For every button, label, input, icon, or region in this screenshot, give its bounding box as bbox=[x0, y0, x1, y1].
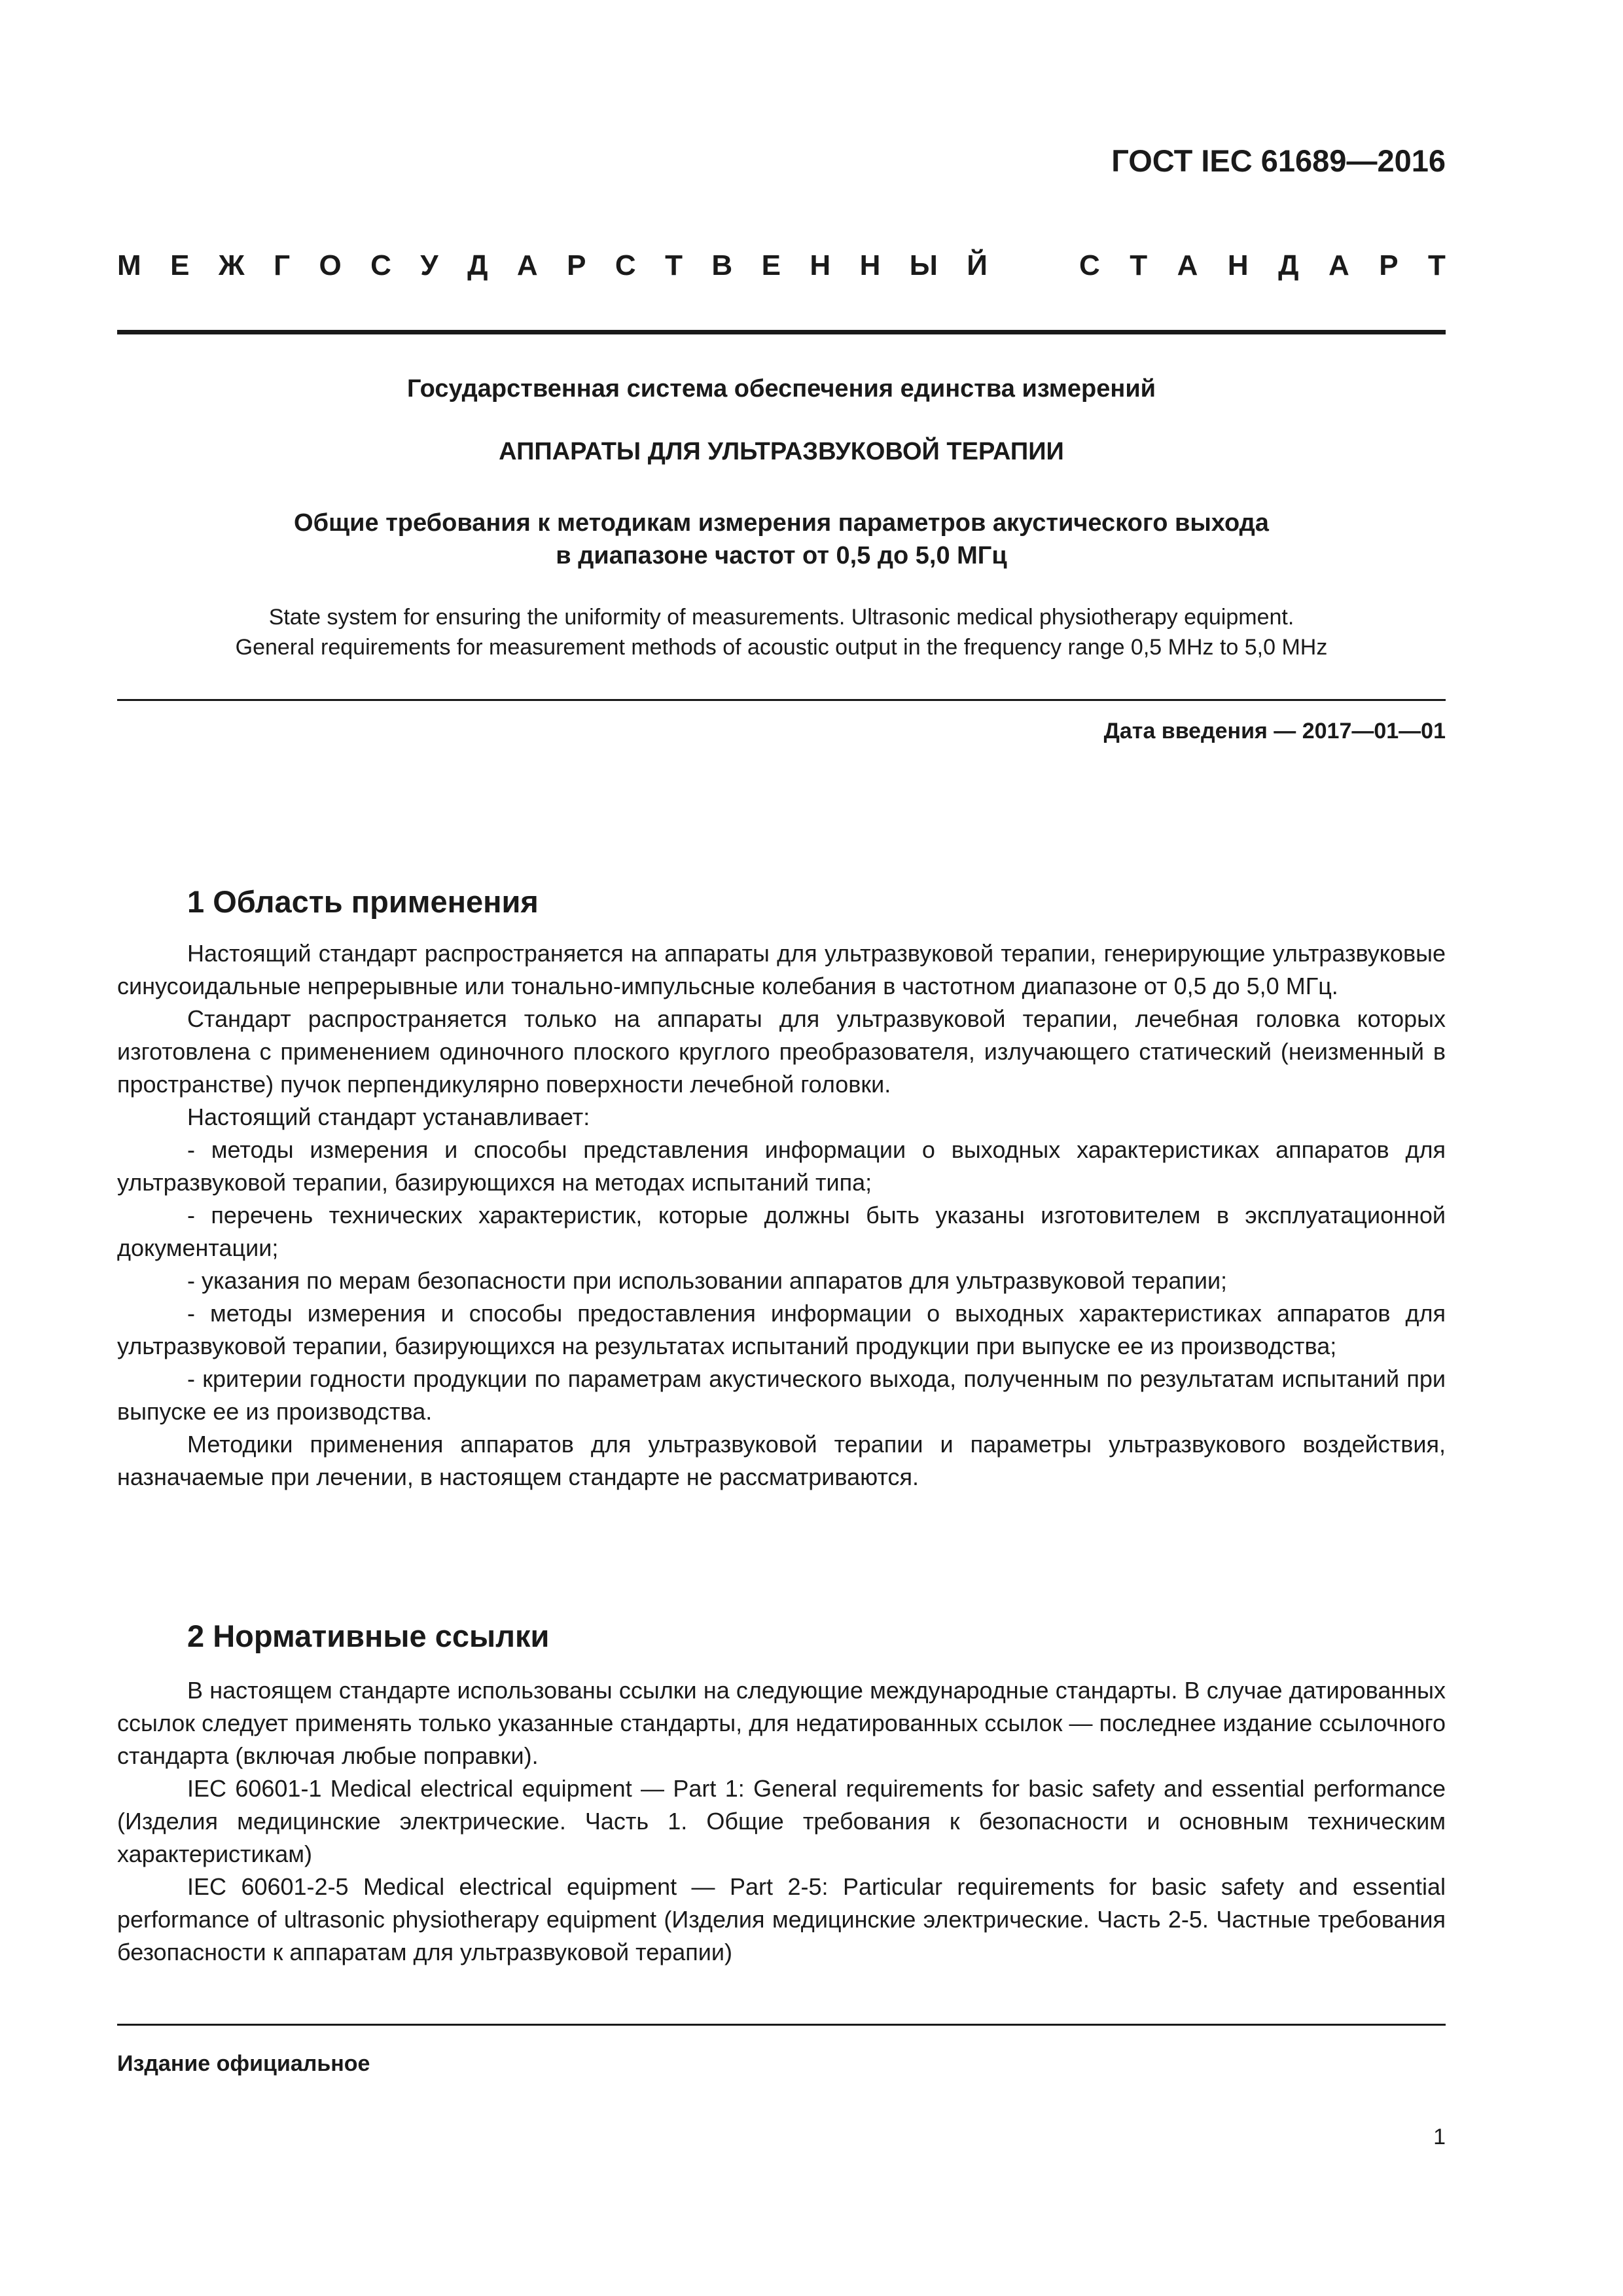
header-divider bbox=[117, 330, 1446, 334]
list-item: - перечень технических характеристик, которые должны быть указаны изготовителем в эксплуатационной документации; bbox=[117, 1202, 1446, 1261]
reference-entry: IEC 60601-1 Medical electrical equipment — Part 1: General requirements for basic safety and essential performance (Изделия медицинские электрические. Часть 1. Общие требования к безопасности и основным техническим характеристикам) bbox=[117, 1775, 1446, 1867]
paragraph: Настоящий стандарт устанавливает: bbox=[187, 1103, 590, 1130]
banner-letter: Н bbox=[859, 249, 881, 281]
banner-letter: С bbox=[1079, 249, 1100, 281]
banner-letter: У bbox=[420, 249, 438, 281]
paragraph: Настоящий стандарт распространяется на аппараты для ультразвуковой терапии, генерирующие ультразвуковые синусоидальные непрерывные или тонально-импульсные колебания в частотном диапазоне от 0,5 до 5,0 МГц. bbox=[117, 940, 1446, 999]
document-title: АППАРАТЫ ДЛЯ УЛЬТРАЗВУКОВОЙ ТЕРАПИИ bbox=[499, 438, 1064, 465]
banner-letter: Т bbox=[1130, 249, 1148, 281]
banner-letter: Н bbox=[810, 249, 831, 281]
banner-letter: М bbox=[117, 249, 141, 281]
english-title-line: State system for ensuring the uniformity of measurements. Ultrasonic medical physiotherapy equipment. bbox=[268, 605, 1294, 630]
section-body bbox=[117, 937, 1446, 1494]
paragraph: Стандарт распространяется только на аппараты для ультразвуковой терапии, лечебная головка которых изготовлена с применением одиночного плоского круглого преобразователя, излучающего статический (неизменный в пространстве) пучок перпендикулярно поверхности лечебной головки. bbox=[117, 1005, 1446, 1098]
footer-divider bbox=[117, 2024, 1446, 2026]
banner-letter: Р bbox=[1379, 249, 1399, 281]
interstate-standard-banner bbox=[117, 251, 1446, 280]
banner-letter: О bbox=[319, 249, 342, 281]
list-item: - критерии годности продукции по параметрам акустического выхода, полученным по результатам испытаний при выпуске ее из производства. bbox=[117, 1365, 1446, 1425]
reference-entry: IEC 60601-2-5 Medical electrical equipment — Part 2-5: Particular requirements for basic safety and essential performance of ultrasonic physiotherapy equipment (Изделия медицинские электрические. Часть 2-5. Частные требования безопасности к аппаратам для ультразвуковой терапии) bbox=[117, 1873, 1446, 1965]
system-title: Государственная система обеспечения единства измерений bbox=[406, 375, 1156, 403]
banner-letter: А bbox=[516, 249, 538, 281]
banner-letter: С bbox=[370, 249, 391, 281]
document-subtitle bbox=[117, 507, 1446, 572]
banner-letter: Г bbox=[274, 249, 291, 281]
banner-letter: Н bbox=[1227, 249, 1249, 281]
title-divider bbox=[117, 699, 1446, 701]
banner-letter: Д bbox=[1278, 249, 1299, 281]
banner-letter: Р bbox=[567, 249, 586, 281]
subtitle-line: Общие требования к методикам измерения параметров акустического выхода bbox=[294, 509, 1269, 537]
section-body bbox=[117, 1674, 1446, 1969]
page-number: 1 bbox=[1433, 2125, 1446, 2149]
introduction-date: Дата введения — 2017—01—01 bbox=[1103, 719, 1446, 744]
banner-letter: Е bbox=[761, 249, 781, 281]
banner-letter: С bbox=[615, 249, 636, 281]
paragraph: Методики применения аппаратов для ультразвуковой терапии и параметры ультразвукового воздействия, назначаемые при лечении, в настоящем стандарте не рассматриваются. bbox=[117, 1431, 1446, 1490]
list-item: - указания по мерам безопасности при использовании аппаратов для ультразвуковой терапии; bbox=[187, 1267, 1228, 1294]
banner-letter: Д bbox=[467, 249, 488, 281]
standard-number: ГОСТ IEC 61689—2016 bbox=[1111, 143, 1446, 178]
section-heading: 2 Нормативные ссылки bbox=[187, 1619, 550, 1653]
subtitle-line: в диапазоне частот от 0,5 до 5,0 МГц bbox=[556, 542, 1007, 570]
paragraph: В настоящем стандарте использованы ссылки на следующие международные стандарты. В случае датированных ссылок следует применять только указанные стандарты, для недатированных ссылок — последнее издание ссылочного стандарта (включая любые поправки). bbox=[117, 1677, 1446, 1769]
edition-label: Издание официальное bbox=[117, 2051, 370, 2076]
list-item: - методы измерения и способы предоставления информации о выходных характеристиках аппаратов для ультразвуковой терапии, базирующихся на результатах испытаний продукции при выпуске ее из производства; bbox=[117, 1300, 1446, 1359]
english-title-line: General requirements for measurement methods of acoustic output in the frequency range 0,5 MHz to 5,0 MHz bbox=[235, 635, 1328, 660]
banner-letter: Й bbox=[967, 249, 988, 281]
banner-letter: Т bbox=[1428, 249, 1446, 281]
banner-letter: Ы bbox=[909, 249, 938, 281]
banner-letter: В bbox=[711, 249, 733, 281]
standard-word bbox=[1079, 251, 1446, 280]
banner-letter: Ж bbox=[218, 249, 245, 281]
banner-letter: Т bbox=[665, 249, 683, 281]
banner-letter: А bbox=[1328, 249, 1349, 281]
english-title bbox=[117, 602, 1446, 662]
banner-letter: А bbox=[1177, 249, 1198, 281]
list-item: - методы измерения и способы представления информации о выходных характеристиках аппаратов для ультразвуковой терапии, базирующихся на методах испытаний типа; bbox=[117, 1136, 1446, 1196]
interstate-word bbox=[117, 251, 988, 280]
section-heading: 1 Область применения bbox=[187, 884, 539, 919]
banner-letter: Е bbox=[170, 249, 190, 281]
